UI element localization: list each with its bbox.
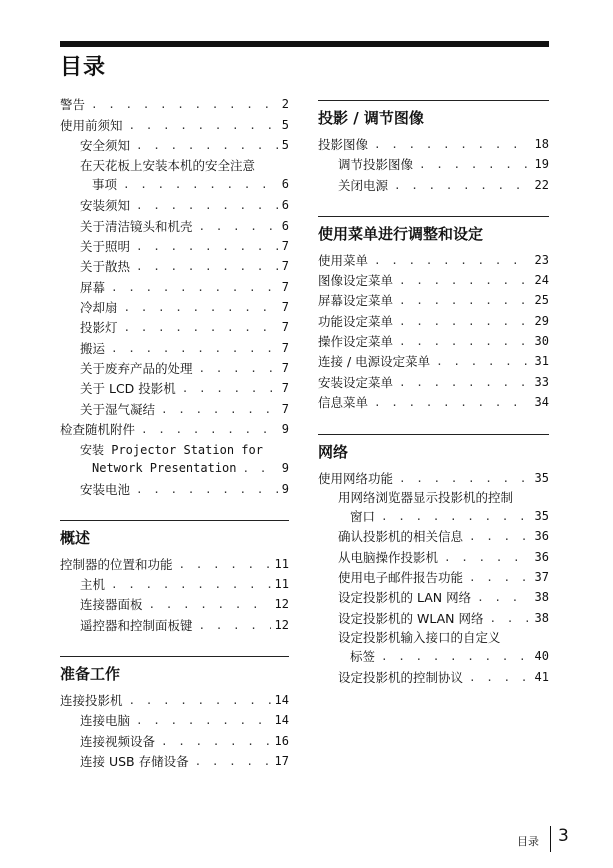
toc-entry-browser-control-line1: 用网络浏览器显示投影机的控制 <box>338 490 514 505</box>
toc-entry-power-off[interactable]: 关闭电源 . . . 22 <box>338 178 549 193</box>
toc-entry-email-report[interactable]: 使用电子邮件报告功能 . . . 37 <box>338 570 549 585</box>
toc-entry-lan[interactable]: 设定投影机的 LAN 网络 . . . 38 <box>338 590 549 605</box>
toc-entry-before-use[interactable]: 使用前须知 . . . 5 <box>60 118 289 133</box>
section-title-menus: 使用菜单进行调整和设定 <box>318 225 484 243</box>
toc-entry-projector-station[interactable]: Network Presentation . . . 9 <box>92 461 289 476</box>
toc-entry-main-unit[interactable]: 主机 . . . 11 <box>80 577 289 592</box>
page-title: 目录 <box>60 55 107 80</box>
toc-entry-adjust-image[interactable]: 调节投影图像 . . . 19 <box>338 157 549 172</box>
toc-entry-condensation[interactable]: 关于湿气凝结 . . . 7 <box>80 402 289 417</box>
toc-entry-fan[interactable]: 冷却扇 . . . 7 <box>80 300 289 315</box>
toc-entry-control-protocol[interactable]: 设定投影机的控制协议 . . . 41 <box>338 670 549 685</box>
toc-entry-install-notes[interactable]: 安装须知 . . . 6 <box>80 198 289 213</box>
toc-entry-input-labels-line1: 设定投影机输入接口的自定义 <box>338 630 501 645</box>
toc-entry-transport[interactable]: 搬运 . . . 7 <box>80 341 289 356</box>
footer-divider <box>550 826 551 852</box>
toc-entry-operation-menu[interactable]: 操作设定菜单 . . . 30 <box>318 334 549 349</box>
toc-entry-controls[interactable]: 控制器的位置和功能 . . . 11 <box>60 557 289 572</box>
toc-entry-installation-menu[interactable]: 安装设定菜单 . . . 33 <box>318 375 549 390</box>
left-column <box>60 0 289 868</box>
section-title-projection: 投影 / 调节图像 <box>318 109 424 127</box>
toc-entry-accessories[interactable]: 检查随机附件 . . . 9 <box>60 422 289 437</box>
toc-entry-function-menu[interactable]: 功能设定菜单 . . . 29 <box>318 314 549 329</box>
section-title-network: 网络 <box>318 443 349 461</box>
toc-entry-screen-menu[interactable]: 屏幕设定菜单 . . . 25 <box>318 293 549 308</box>
toc-entry-warning[interactable]: 警告 . . . 2 <box>60 97 289 112</box>
toc-entry-lcd[interactable]: 关于 LCD 投影机 . . . 7 <box>80 381 289 396</box>
toc-entry-cleaning[interactable]: 关于清洁镜头和机壳 . . . 6 <box>80 219 289 234</box>
toc-entry-info-menu[interactable]: 信息菜单 . . . 34 <box>318 395 549 410</box>
section-title-overview: 概述 <box>60 529 91 547</box>
toc-entry-heat[interactable]: 关于散热 . . . 7 <box>80 259 289 274</box>
section-rule-overview <box>60 520 289 521</box>
toc-entry-remote[interactable]: 遥控器和控制面板键 . . . 12 <box>80 618 289 633</box>
section-title-prep: 准备工作 <box>60 665 121 683</box>
toc-entry-operate-from-pc[interactable]: 从电脑操作投影机 . . . 36 <box>338 550 549 565</box>
toc-entry-network-functions[interactable]: 使用网络功能 . . . 35 <box>318 471 549 486</box>
toc-entry-connector-panel[interactable]: 连接器面板 . . . 12 <box>80 597 289 612</box>
toc-entry-screen[interactable]: 屏幕 . . . 7 <box>80 280 289 295</box>
toc-entry-browser-control[interactable]: 窗口 . . . 35 <box>350 509 549 524</box>
section-rule-network <box>318 434 549 435</box>
toc-entry-project-image[interactable]: 投影图像 . . . 18 <box>318 137 549 152</box>
toc-entry-using-menus[interactable]: 使用菜单 . . . 23 <box>318 253 549 268</box>
toc-entry-picture-menu[interactable]: 图像设定菜单 . . . 24 <box>318 273 549 288</box>
section-rule-menus <box>318 216 549 217</box>
toc-entry-connect-computer[interactable]: 连接电脑 . . . 14 <box>80 713 289 728</box>
toc-entry-lighting[interactable]: 关于照明 . . . 7 <box>80 239 289 254</box>
toc-entry-connection-power-menu[interactable]: 连接 / 电源设定菜单 . . . 31 <box>318 354 549 369</box>
toc-entry-wlan[interactable]: 设定投影机的 WLAN 网络 . . . 38 <box>338 611 549 626</box>
toc-entry-ceiling[interactable]: 事项 . . . 6 <box>92 177 289 192</box>
page-number: 3 <box>558 826 569 846</box>
section-rule-prep <box>60 656 289 657</box>
toc-entry-disposal[interactable]: 关于废弃产品的处理 . . . 7 <box>80 361 289 376</box>
toc-entry-projector-station-line1: 安装 Projector Station for <box>80 443 263 457</box>
toc-entry-lamp[interactable]: 投影灯 . . . 7 <box>80 320 289 335</box>
toc-entry-safety[interactable]: 安全须知 . . . 5 <box>80 138 289 153</box>
footer-label: 目录 <box>517 835 539 848</box>
toc-entry-batteries[interactable]: 安装电池 . . . 9 <box>80 482 289 497</box>
section-rule-projection <box>318 100 549 101</box>
toc-entry-connect-usb[interactable]: 连接 USB 存储设备 . . . 17 <box>80 754 289 769</box>
toc-entry-input-labels[interactable]: 标签 . . . 40 <box>350 649 549 664</box>
toc-entry-connect-video[interactable]: 连接视频设备 . . . 16 <box>80 734 289 749</box>
toc-entry-ceiling-line1: 在天花板上安装本机的安全注意 <box>80 158 256 173</box>
toc-entry-connect-projector[interactable]: 连接投影机 . . . 14 <box>60 693 289 708</box>
right-column <box>318 0 549 868</box>
toc-entry-confirm-info[interactable]: 确认投影机的相关信息 . . . 36 <box>338 529 549 544</box>
